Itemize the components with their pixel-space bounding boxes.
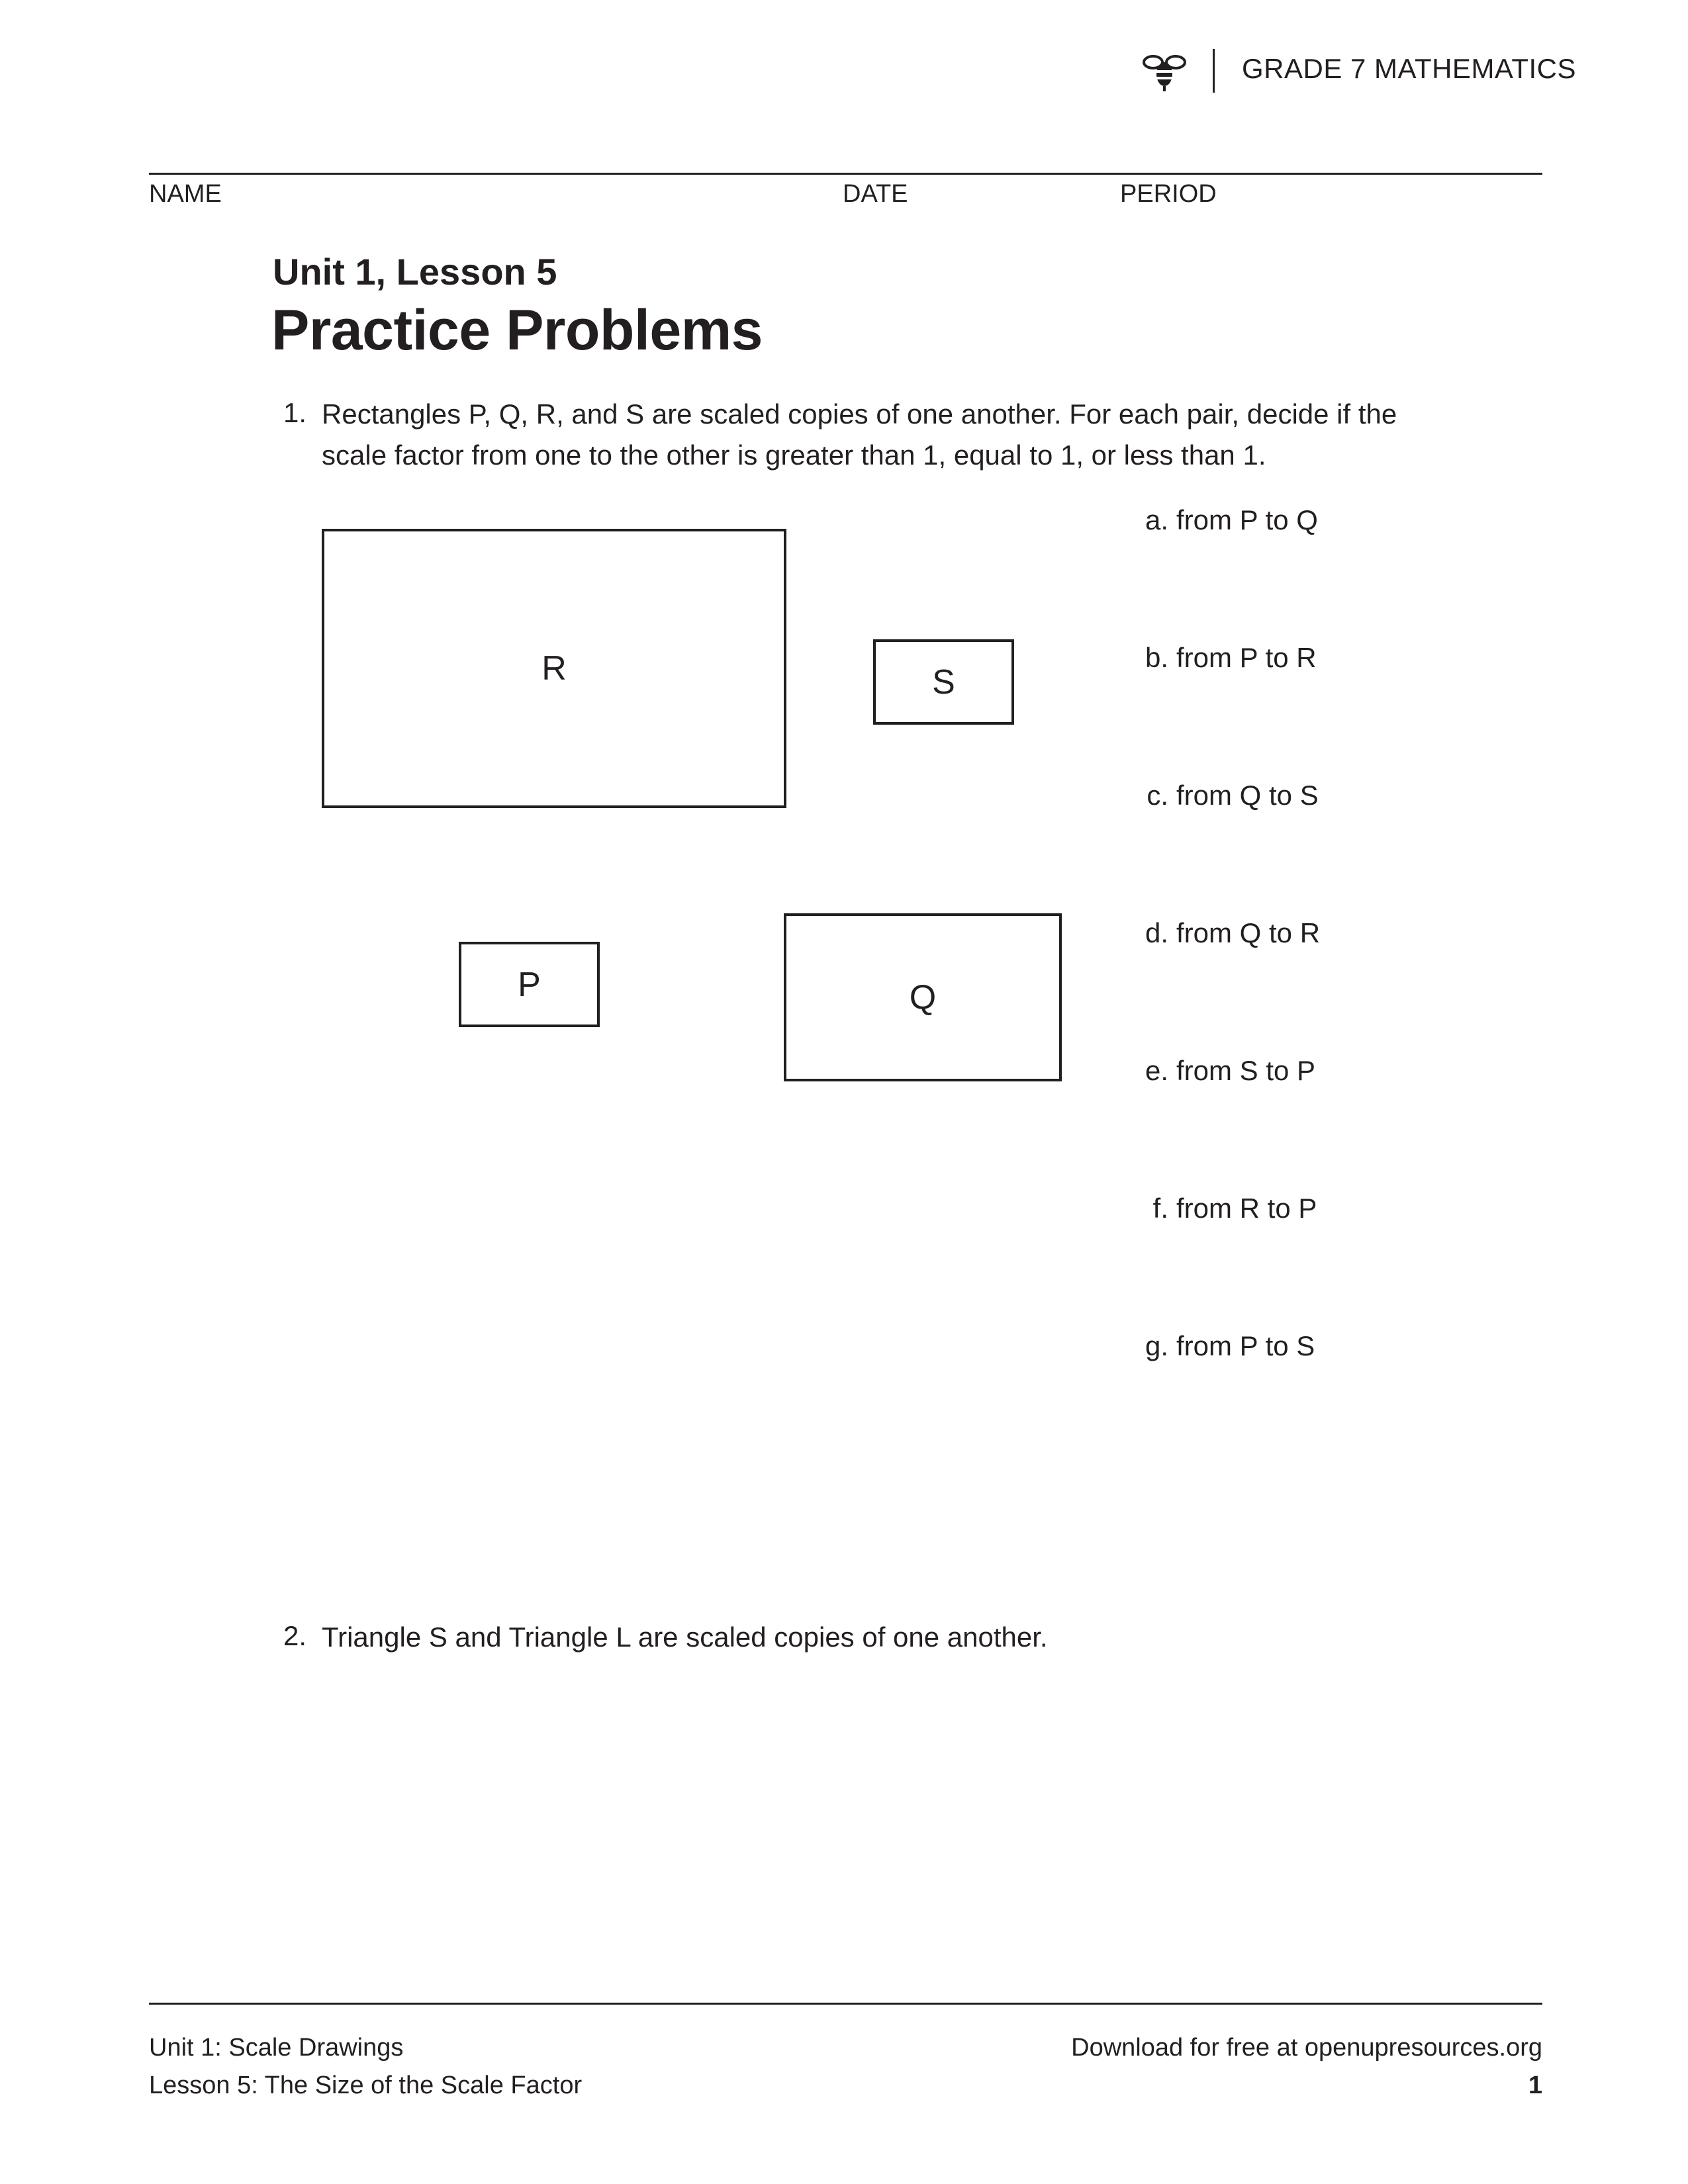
- part-e-text: from S to P: [1176, 1055, 1316, 1086]
- part-b: [1129, 642, 1317, 674]
- problem-1-text: Rectangles P, Q, R, and S are scaled copies of one another. For each pair, decide if the scale factor from one to the other is greater than 1, equal to 1, or less than 1.: [322, 398, 1397, 471]
- rectangle-r-label: R: [541, 649, 567, 688]
- name-label: NAME: [149, 180, 222, 208]
- unit-lesson-subtitle: Unit 1, Lesson 5: [273, 251, 557, 293]
- part-f: [1129, 1193, 1317, 1224]
- rectangle-q: [784, 913, 1062, 1081]
- part-f-text: from R to P: [1176, 1193, 1317, 1224]
- part-b-label: b.: [1145, 642, 1168, 673]
- page-number: 1: [1528, 2071, 1542, 2099]
- part-a: [1129, 504, 1318, 536]
- part-c-text: from Q to S: [1176, 780, 1319, 811]
- period-label: PERIOD: [1120, 180, 1217, 208]
- problem-1-number: 1.: [283, 397, 307, 428]
- part-g-label: g.: [1145, 1330, 1168, 1361]
- rectangle-s-label: S: [932, 662, 955, 702]
- part-d: [1129, 917, 1320, 949]
- rectangle-r: [322, 529, 786, 808]
- part-e: [1129, 1055, 1315, 1087]
- rectangle-p: [459, 942, 600, 1027]
- part-f-label: f.: [1152, 1193, 1168, 1224]
- footer-rule: [149, 2003, 1542, 2005]
- rectangle-q-label: Q: [909, 978, 937, 1017]
- top-rule: [149, 173, 1542, 175]
- part-d-label: d.: [1145, 917, 1168, 948]
- rectangle-s: [873, 639, 1014, 725]
- bee-logo-icon: [1141, 48, 1188, 94]
- part-a-label: a.: [1145, 504, 1168, 535]
- part-a-text: from P to Q: [1176, 504, 1318, 535]
- footer-lesson: Lesson 5: The Size of the Scale Factor: [149, 2071, 583, 2099]
- grade-label: GRADE 7 MATHEMATICS: [1242, 53, 1576, 84]
- date-label: DATE: [843, 180, 908, 208]
- problem-2-number: 2.: [283, 1620, 307, 1651]
- part-b-text: from P to R: [1176, 642, 1317, 673]
- footer-download-link[interactable]: Download for free at openupresources.org: [1071, 2034, 1542, 2062]
- part-c-label: c.: [1147, 780, 1168, 811]
- page-title: Practice Problems: [271, 298, 763, 362]
- part-g-text: from P to S: [1176, 1330, 1315, 1361]
- problem-2-text: Triangle S and Triangle L are scaled copies of one another.: [322, 1621, 1048, 1653]
- part-d-text: from Q to R: [1176, 917, 1321, 948]
- part-e-label: e.: [1145, 1055, 1168, 1086]
- part-g: [1129, 1330, 1315, 1362]
- part-c: [1129, 780, 1319, 811]
- footer-unit: Unit 1: Scale Drawings: [149, 2034, 404, 2062]
- rectangle-p-label: P: [518, 965, 541, 1004]
- header-divider: [1213, 49, 1215, 93]
